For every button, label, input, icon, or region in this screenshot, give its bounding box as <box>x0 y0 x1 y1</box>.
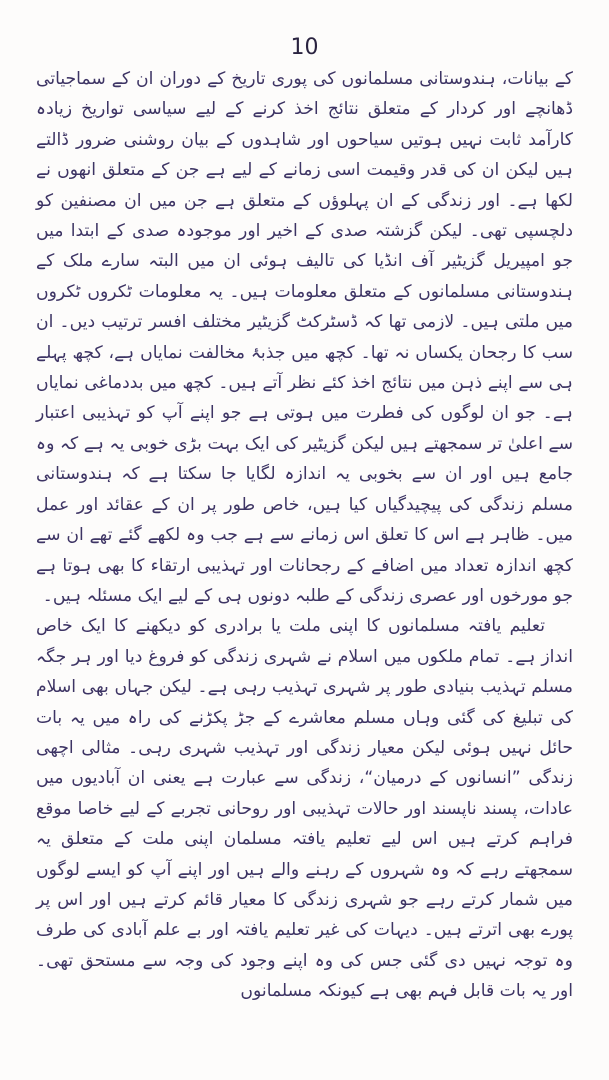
body-text <box>36 64 573 1007</box>
paragraph: کے بیانات، ہندوستانی مسلمانوں کی پوری تاریخ کے دوران ان کے سماجیاتی ڈھانچے اور کردار کے متعلق نتائج اخذ کرنے کے لیے سیاسی تواریخ زیادہ کارآمد ثابت نہیں ہوتیں سیاحوں اور شاہدوں کے بیان روشنی ضرور ڈالتے ہیں لیکن ان کی قدر وقیمت اسی زمانے کے لیے ہے جن کے متعلق انھوں نے لکھا ہے۔ اور زندگی کے ان پہلوؤں کے متعلق ہے جن میں ان مصنفین کو دلچسپی تھی۔ لیکن گزشتہ صدی کے اخیر اور موجودہ صدی کے ابتدا میں جو امپیریل گزیٹیر آف انڈیا کی تالیف ہوئی ان میں البتہ سارے ملک کے ہندوستانی مسلمانوں کے متعلق معلومات ہیں۔ یہ معلومات ٹکروں ٹکروں میں ملتی ہیں۔ لازمی تھا کہ ڈسٹرکٹ گزیٹیر مختلف افسر ترتیب دیں۔ ان سب کا رجحان یکساں نہ تھا۔ کچھ میں جذبۂ مخالفت نمایاں ہے، کچھ پہلے ہی سے اپنے ذہن میں نتائج اخذ کئے نظر آتے ہیں۔ کچھ میں بددماغی نمایاں ہے۔ جو ان لوگوں کی فطرت میں ہوتی ہے جو اپنے آپ کو تہذیبی اعتبار سے اعلیٰ تر سمجھتے ہیں لیکن گزیٹیر کی ایک بہت بڑی خوبی یہ ہے کہ وہ جامع ہیں اور ان سے بخوبی یہ اندازہ لگایا جا سکتا ہے کہ ہندوستانی مسلم زندگی کی پیچیدگیاں کیا ہیں، خاص طور پر ان کے عقائد اور عمل میں۔ ظاہر ہے اس کا تعلق اس زمانے سے ہے جب وہ لکھے گئے تھے ان سے کچھ اندازہ تعداد میں اضافے کے رجحانات اور تہذیبی ارتقاء کا بھی ہوتا ہے جو مورخوں اور عصری زندگی کے طلبہ دونوں ہی کے لیے ایک مسئلہ ہیں۔ <box>36 69 573 606</box>
paragraph: تعلیم یافتہ مسلمانوں کا اپنی ملت یا برادری کو دیکھنے کا ایک خاص انداز ہے۔ تمام ملکوں میں اسلام نے شہری زندگی کو فروغ دیا اور ہر جگہ مسلم تہذیب بنیادی طور پر شہری تہذیب رہی ہے۔ لیکن جہاں بھی اسلام کی تبلیغ کی گئی وہاں مسلم معاشرے کے جڑ پکڑنے کی راہ میں یہ بات حائل نہیں ہوئی لیکن معیار زندگی اور تہذیب شہری رہی۔ مثالی اچھی زندگی ”انسانوں کے درمیان“، زندگی سے عبارت ہے یعنی ان آبادیوں میں عادات، پسند ناپسند اور حالات تہذیبی اور روحانی تجربے کے لیے خاصا موقع فراہم کرتے ہیں اس لیے تعلیم یافتہ مسلمان اپنی ملت کے متعلق یہ سمجھتے رہے کہ وہ شہروں کے رہنے والے ہیں اور اپنے آپ کو ایسے لوگوں میں شمار کرتے رہے جو شہری زندگی کا معیار قائم کرتے ہیں اور اس پر پورے بھی اترتے ہیں۔ دیہات کی غیر تعلیم یافتہ اور بے علم آبادی کی طرف وہ توجہ نہیں دی گئی جس کی وہ اپنے وجود کی وجہ سے مستحق تھی۔ اور یہ بات قابل فہم بھی ہے کیونکہ مسلمانوں <box>36 616 573 1002</box>
page-number: 10 <box>290 35 319 60</box>
